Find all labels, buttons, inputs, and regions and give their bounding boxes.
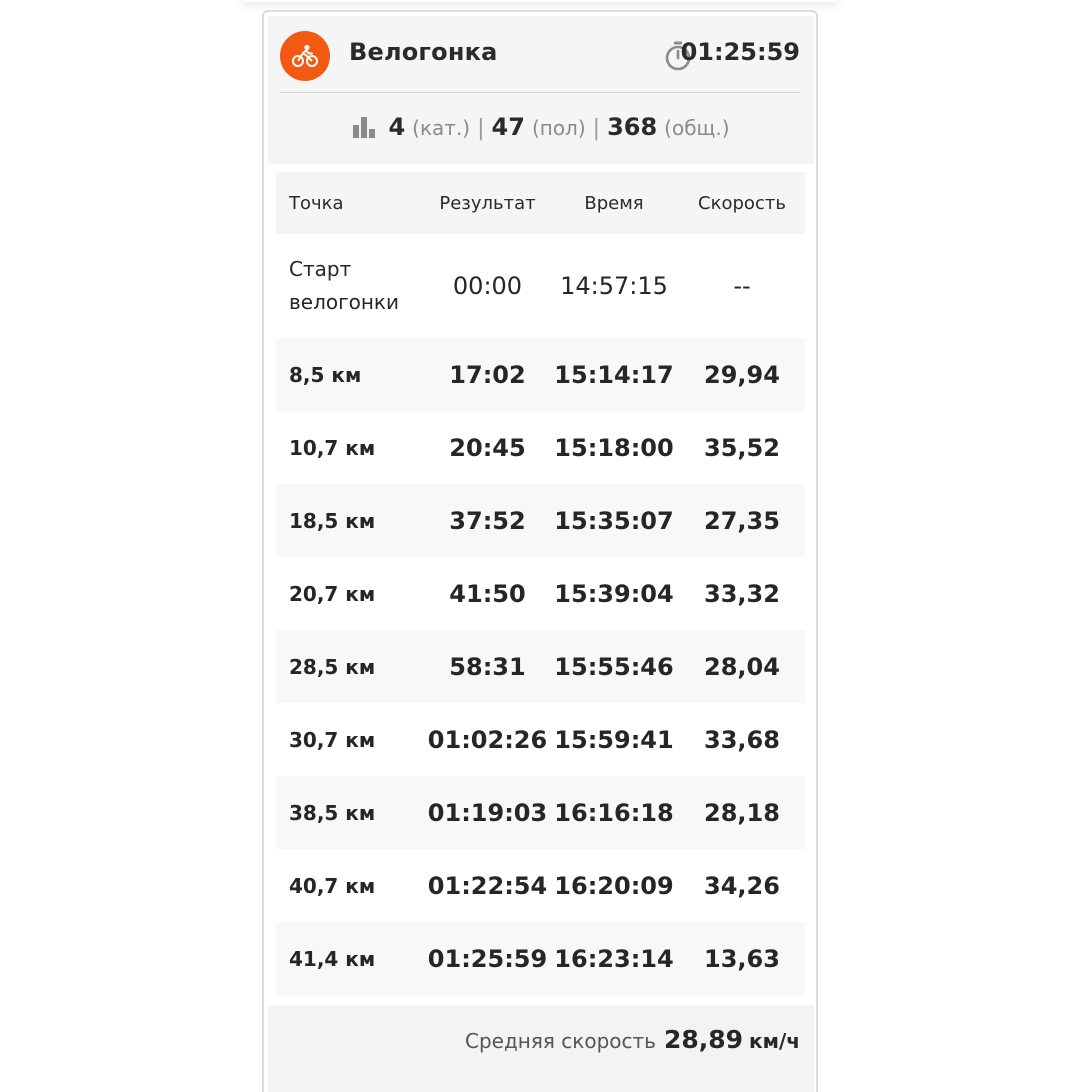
row-result: 37:52 [426,484,549,557]
table-header-row [276,172,805,234]
row-speed: 33,32 [704,579,780,608]
row-point: 41,4 км [276,922,426,995]
row-point: 10,7 км [289,435,376,460]
rank-separator: | [477,116,485,141]
row-speed: -- [733,272,751,300]
table-row [276,703,805,776]
row-result: 00:00 [452,272,523,300]
category-place: 4 [388,113,406,141]
row-result: 17:02 [426,338,549,411]
table-row [276,557,805,630]
row-result: 01:25:59 [426,922,549,995]
average-speed [465,1025,800,1054]
row-time: 15:55:46 [549,630,679,703]
gender-label: (пол) [531,116,586,140]
table-row [276,630,805,703]
card-header [268,16,814,164]
row-time: 16:23:14 [549,922,679,995]
row-time: 14:57:15 [560,272,668,300]
event-title: Велогонка [349,38,498,66]
row-speed: 28,04 [679,630,805,703]
average-speed-label: Средняя скорость [464,1029,656,1053]
row-time: 15:18:00 [554,433,674,462]
row-result: 41:50 [449,579,526,608]
row-time: 16:20:09 [554,871,674,900]
splits-table [276,172,805,995]
row-time: 15:14:17 [549,338,679,411]
row-result: 01:19:03 [426,776,549,849]
row-point: 30,7 км [289,727,376,752]
table-row [276,849,805,922]
table-row [276,411,805,484]
row-point: Старт велогонки [289,257,400,314]
top-shadow [240,0,840,2]
card-footer [268,1005,814,1092]
average-speed-unit: км/ч [749,1029,800,1053]
table-row [276,776,805,849]
average-speed-value: 28,89 [663,1025,744,1054]
row-speed: 35,52 [704,433,780,462]
row-result: 58:31 [426,630,549,703]
row-speed: 13,63 [679,922,805,995]
column-header-point: Точка [276,172,426,234]
overall-label: (общ.) [664,116,730,140]
row-speed: 29,94 [679,338,805,411]
row-point: 40,7 км [289,873,376,898]
row-point: 20,7 км [289,581,376,606]
row-time: 15:39:04 [554,579,674,608]
bar-chart-icon [352,116,376,138]
row-time: 15:59:41 [554,725,674,754]
row-point: 38,5 км [276,776,426,849]
row-time: 16:16:18 [549,776,679,849]
row-speed: 34,26 [704,871,780,900]
ranking-line [268,113,814,141]
row-result: 20:45 [449,433,526,462]
total-time: 01:25:59 [680,38,800,66]
row-speed: 27,35 [679,484,805,557]
rank-separator: | [592,116,601,141]
bicycle-icon [280,31,330,81]
category-label: (кат.) [412,116,471,140]
row-point: 28,5 км [276,630,426,703]
column-header-time: Время [549,172,679,234]
table-row [276,484,805,557]
column-header-result: Результат [426,172,549,234]
overall-place: 368 [607,113,658,141]
row-point: 18,5 км [276,484,426,557]
row-result: 01:02:26 [427,725,548,754]
table-row [276,338,805,411]
table-row [276,234,805,338]
row-time: 15:35:07 [549,484,679,557]
table-row [276,922,805,995]
gender-place: 47 [491,113,525,141]
row-speed: 33,68 [704,725,780,754]
row-speed: 28,18 [679,776,805,849]
column-header-speed: Скорость [679,172,805,234]
row-point: 8,5 км [276,338,426,411]
segment-card [262,10,818,1092]
header-divider [280,92,800,93]
row-result: 01:22:54 [427,871,548,900]
